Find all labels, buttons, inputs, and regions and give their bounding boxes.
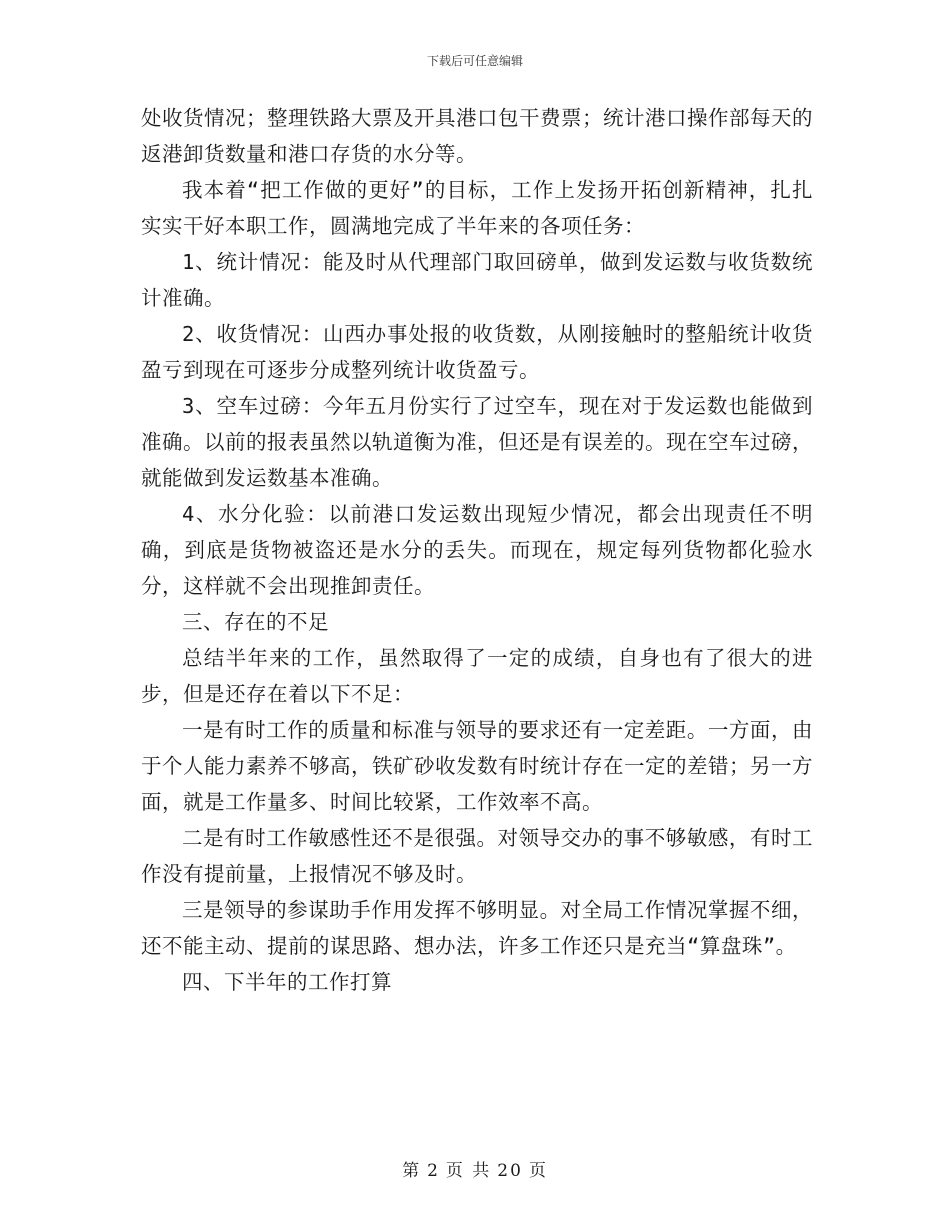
paragraph: 1、统计情况：能及时从代理部门取回磅单，做到发运数与收货数统计准确。 xyxy=(141,250,813,310)
paragraph: 2、收货情况：山西办事处报的收货数，从刚接触时的整船统计收货盈亏到现在可逐步分成整列统计收货盈亏。 xyxy=(141,322,813,382)
paragraph: 总结半年来的工作，虽然取得了一定的成绩，自身也有了很大的进步，但是还存在着以下不足： xyxy=(141,646,813,706)
page-footer xyxy=(0,1156,950,1181)
document-body xyxy=(141,100,813,1000)
section-heading: 四、下半年的工作打算 xyxy=(182,970,392,994)
page-label-suffix: 页 xyxy=(528,1161,548,1181)
section-heading: 三、存在的不足 xyxy=(182,610,329,634)
current-page-number: 2 xyxy=(427,1161,440,1181)
total-pages-number: 20 xyxy=(497,1161,523,1181)
paragraph: 二是有时工作敏感性还不是很强。对领导交办的事不够敏感，有时工作没有提前量，上报情况不够及时。 xyxy=(141,826,813,886)
page-header: 下载后可任意编辑 xyxy=(426,54,523,68)
page-label-mid: 页 共 xyxy=(445,1161,492,1181)
paragraph: 3、空车过磅：今年五月份实行了过空车，现在对于发运数也能做到准确。以前的报表虽然以轨道衡为准，但还是有误差的。现在空车过磅，就能做到发运数基本准确。 xyxy=(141,394,813,490)
paragraph: 一是有时工作的质量和标准与领导的要求还有一定差距。一方面，由于个人能力素养不够高，铁矿砂收发数有时统计存在一定的差错；另一方面，就是工作量多、时间比较紧，工作效率不高。 xyxy=(141,718,813,814)
paragraph: 4、水分化验：以前港口发运数出现短少情况，都会出现责任不明确，到底是货物被盗还是水分的丢失。而现在，规定每列货物都化验水分，这样就不会出现推卸责任。 xyxy=(141,502,813,598)
paragraph: 我本着“把工作做的更好”的目标，工作上发扬开拓创新精神，扎扎实实干好本职工作，圆满地完成了半年来的各项任务： xyxy=(141,178,813,238)
page-label-prefix: 第 xyxy=(402,1161,422,1181)
paragraph: 处收货情况；整理铁路大票及开具港口包干费票；统计港口操作部每天的返港卸货数量和港口存货的水分等。 xyxy=(141,106,813,166)
paragraph: 三是领导的参谋助手作用发挥不够明显。对全局工作情况掌握不细，还不能主动、提前的谋思路、想办法，许多工作还只是充当“算盘珠”。 xyxy=(141,898,813,958)
